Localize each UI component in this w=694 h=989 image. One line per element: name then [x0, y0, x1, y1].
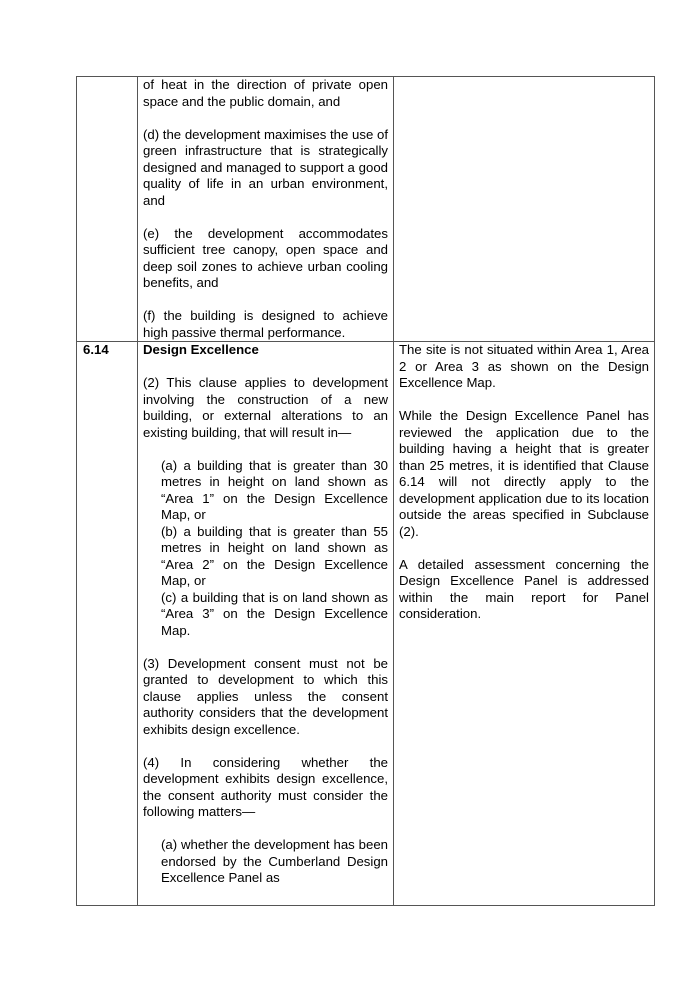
clause-subparagraph: (a) a building that is greater than 30 metres in height on land shown as “Area 1” on the Design Excellence Map, or	[161, 457, 388, 522]
clause-paragraph: (e) the development accommodates sufficient tree canopy, open space and deep soil zones to achieve urban cooling benefits, and	[143, 225, 388, 290]
table-row	[77, 77, 655, 342]
clause-subparagraph: (b) a building that is greater than 55 metres in height on land shown as “Area 2” on the Design Excellence Map, or	[161, 523, 388, 588]
clause-number-cell: 6.14	[77, 342, 138, 906]
clause-text-cell	[138, 77, 394, 342]
clause-subparagraph: (c) a building that is on land shown as “Area 3” on the Design Excellence Map.	[161, 589, 388, 638]
clause-paragraph: (d) the development maximises the use of green infrastructure that is strategically designed and managed to support a good quality of life in an urban environment, and	[143, 126, 388, 208]
table-row	[77, 342, 655, 906]
assessment-table	[76, 76, 655, 906]
clause-paragraph: (2) This clause applies to development involving the construction of a new building, or external alterations to an existing building, that will result in—	[143, 375, 388, 440]
comment-cell	[394, 342, 655, 906]
comment-cell	[394, 77, 655, 342]
clause-paragraph: of heat in the direction of private open space and the public domain, and	[143, 77, 388, 109]
clause-paragraph: (f) the building is designed to achieve high passive thermal performance.	[143, 308, 388, 340]
comment-paragraph: While the Design Excellence Panel has reviewed the application due to the building having a height that is greater than 25 metres, it is identified that Clause 6.14 will not directly apply to the development application due to its location outside the areas specified in Subclause (2).	[399, 408, 649, 539]
clause-number-cell	[77, 77, 138, 342]
comment-paragraph: The site is not situated within Area 1, Area 2 or Area 3 as shown on the Design Excellence Map.	[399, 342, 649, 390]
clause-title: Design Excellence	[143, 342, 259, 357]
clause-subparagraph: (a) whether the development has been endorsed by the Cumberland Design Excellence Panel as	[161, 837, 388, 885]
clause-paragraph: (3) Development consent must not be granted to development to which this clause applies unless the consent authority considers that the development exhibits design excellence.	[143, 655, 388, 737]
clause-text-cell	[138, 342, 394, 906]
clause-paragraph: (4) In considering whether the development exhibits design excellence, the consent authority must consider the following matters—	[143, 754, 388, 819]
comment-paragraph: A detailed assessment concerning the Design Excellence Panel is addressed within the main report for Panel consideration.	[399, 556, 649, 621]
